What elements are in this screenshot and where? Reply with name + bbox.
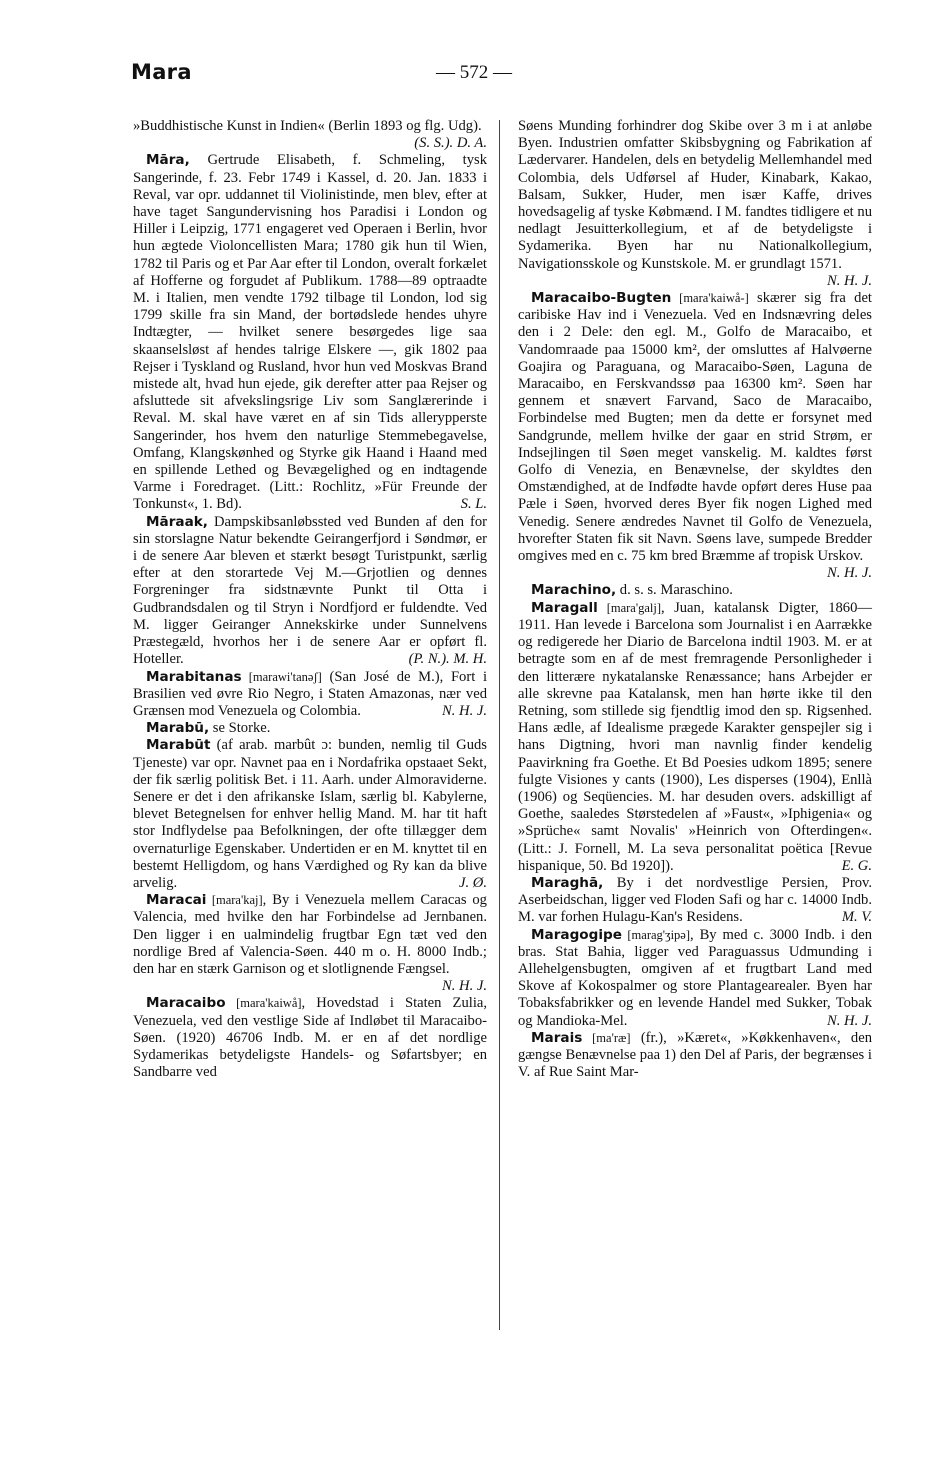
entry-text: (fr.), »Kæret«, »Køkkenhaven«, den gængse Benævnelse paa 1) den Del af Paris, der begrænses i V. af Rue Saint Mar- — [518, 1029, 872, 1081]
dictionary-entry — [133, 995, 487, 1081]
author-signature: (P. N.). M. H. — [408, 651, 487, 668]
dictionary-entry — [133, 720, 487, 737]
entry-text: d. s. s. Maraschino. — [616, 582, 733, 599]
dictionary-entry — [518, 927, 872, 1030]
entry-headword: Maracaibo — [146, 995, 226, 1012]
entry-text: , Juan, katalansk Digter, 1860—1911. Han levede i Barcelona som Journalist i en Aarrække og redigerede her Diario de Barcelona indtil 1903. M. er at betragte som en af de mest fremragende Personligheder i den litterære nykatalanske Renæssance; hans Arbejder er alle skrevne paa Katalansk, men han hørte ikke til den Retning, som stillede sig fjendtlig imod den sp. Rigsenhed. Hans ædle, af Idealisme prægede Karakter genspejler sig i hans Digtning, hvori man navnlig finder kendelig Paavirkning fra Goethe. Et Bd Poesies udkom 1895; senere fulgte Visiones y cants (1900), Les disperses (1904), Enllà (1906) og Seqüencies. M. har desuden overs. adskilligt af Goethe, saaledes Størstedelen af »Faust«, »Iphigenia« og »Sprüche« samt Novalis' »Heinrich von Ofterdingen«. (Litt.: J. Fornell, M. La seva personalitat poëtica [Revue hispanique, 50. Bd 1920]). — [518, 599, 872, 874]
entry-pronunciation: [mara'kaj] — [206, 893, 263, 908]
entry-pronunciation: [mara'galj] — [597, 600, 662, 615]
author-signature: N. H. J. — [827, 272, 872, 289]
entry-pronunciation: [ma'ræ] — [582, 1030, 631, 1045]
entry-text: , By med c. 3000 Indb. i den bras. Stat Bahia, ligger ved Paraguassus Udmunding i Allehelgensbugten, omgiven af et frugtbart Land med Skove af Kokospalmer og store Plantagearealer. Byen har Tobaksfabrikker og en levende Handel med Sukker, Tobak og Mandioka-Mel. — [518, 926, 872, 1029]
dictionary-entry — [133, 514, 487, 669]
entry-text: »Buddhistische Kunst in Indien« (Berlin 1893 og flg. Udg). — [133, 118, 482, 134]
dictionary-entry — [518, 875, 872, 927]
author-signature: E. G. — [841, 857, 872, 874]
entry-text: (af arab. marbût ɔ: bunden, nemlig til Guds Tjeneste) var opr. Navnet paa en i Nordafrika opstaaet Sekt, der fik særlig politisk Bet. i 11. Aarh. under Almoraviderne. Senere er det i den afrikanske Islam, særlig bl. Kabylerne, blevet Betegnelsen for enhver hellig Mand. M. har tit haft stor Indflydelse paa Befolkningen, der ofte tillægger dem overnaturlige Egenskaber. Undertiden er en M. knyttet til en bestemt Helligdom, og hans Værdighed og Ry kan da blive arvelig. — [133, 737, 487, 891]
entry-pronunciation: [mara'kaiwå-] — [671, 291, 749, 306]
entry-headword: Marabitanas — [146, 668, 242, 685]
page-header — [131, 58, 817, 88]
left-column — [133, 118, 487, 1081]
dictionary-entry — [518, 1030, 872, 1082]
author-signature: J. Ø. — [459, 874, 487, 891]
dictionary-entry — [133, 118, 487, 152]
right-column — [518, 118, 872, 1081]
entry-headword: Maragall — [531, 599, 598, 616]
entry-headword: Marachino, — [531, 582, 617, 599]
entry-text: Gertrude Elisabeth, f. Schmeling, tysk Sangerinde, f. 23. Febr 1749 i Kassel, d. 20. Jan. 1833 i Reval, var opr. uddannet til Violinistinde, men blev, efter at have taget Sangundervisning hos Paradisi i London og Hiller i Leipzig, 1771 engageret ved Operaen i Berlin, hvor hun ægtede Violoncellisten Mara; 1780 gik hun til Wien, 1782 til Paris og et Par Aar efter til London, overalt forkælet af Hofferne og forgudet af Publikum. 1788—89 optraadte M. i Italien, men vendte 1792 tilbage til London, lod sig 1799 skille fra sin Mand, der bortødslede hendes uhyre Indtægter, — hvilket senere besørgedes lige saa skaanselsløst af hendes talrige Elskere —, gik 1802 paa Rejser i Tyskland og Rusland, hvor hun ved Moskvas Brand mistede alt, hvad hun ejede, gik derefter atter paa Rejser og afsluttede sit afvekslingsrige Liv som Sanglærerinde i Reval. M. skal have været en af sin Tids allerypperste Sangerinder, hos hvem den naturlige Stemmebegavelse, Omfang, Klangskønhed og Styrke gik Haand i Haand med en spillende Lethed og Bevægelighed og en indtagende Varme i Foredraget. (Litt.: Rochlitz, »Für Freunde der Tonkunst«, 1. Bd). — [133, 152, 487, 513]
author-signature: N. H. J. — [827, 565, 872, 582]
dictionary-entry — [518, 600, 872, 875]
column-divider — [499, 120, 500, 1330]
entry-text: Dampskibsanløbssted ved Bunden af den for sin storslagne Natur bekendte Geirangerfjord i Søndmør, er i de senere Aar bleven et stærkt besøgt Turistpunkt, særlig efter at den storartede Vej M.—Grjotlien og dennes Forgreninger fra sidstnævnte Punkt til Otta i Gudbrandsdalen og til Stryn i Nordfjord er fuldendte. Ved M. ligger Geiranger Annekskirke under Sunnelvens Præstegæld, hvorhos her i de senere Aar er opført fl. Hoteller. — [133, 513, 487, 668]
entry-pronunciation: [marawi'tanəʃ] — [241, 669, 322, 684]
entry-text: , Hovedstad i Staten Zulia, Venezuela, ved den vestlige Side af Indløbet til Maracaibo-Søen. (1920) 46706 Indb. M. er en af det nordlige Sydamerikas betydeligste Handels- og Søfartsbyer; en Sandbarre ved — [133, 995, 488, 1081]
entry-text: Søens Munding forhindrer dog Skibe over 3 m i at anløbe Byen. Industrien omfatter Skibsbygning og Fabrikation af Lædervarer. Handelen, dels en betydelig Mellemhandel med Colombia, dels Udførsel af Huder, Kinabark, Kakao, Balsam, Sukker, Huder, men især Kaffe, drives hovedsagelig af tyske Købmænd. I M. fandtes tidligere et nu nedlagt Jesuitterkollegium, et af de betydeligste i Sydamerika. Byen har nu Nationalkollegium, Navigationsskole og Kunstskole. M. er grundlagt 1571. — [518, 118, 872, 272]
entry-headword: Maracai — [146, 892, 207, 909]
entry-text: By i det nordvestlige Persien, Prov. Aserbeidschan, ligger ved Floden Safi og har c. 14000 Indb. M. var forhen Hulagu-Kan's Residens. — [518, 874, 872, 926]
dictionary-entry — [518, 582, 872, 599]
entry-headword: Maragogipe — [531, 926, 622, 943]
author-signature: M. V. — [841, 909, 872, 926]
page-number: — 572 — — [436, 62, 512, 83]
running-head-word: Mara — [131, 60, 192, 84]
dictionary-entry — [518, 290, 872, 582]
entry-headword: Maracaibo-Bugten — [531, 290, 672, 307]
entry-pronunciation: [marag'ʒipə] — [622, 927, 691, 942]
dictionary-entry — [518, 118, 872, 290]
entry-headword: Marabūt — [146, 737, 211, 754]
dictionary-entry — [133, 892, 487, 995]
entry-text: skærer sig fra det caribiske Hav ind i Venezuela. Ved en Indsnævring deles den i 2 Dele: den egl. M., Golfo de Maracaibo, et Vandomraade paa 15000 km², der omsluttes af Halvøerne Goajira og Paraguana, og Maracaibo-Søen, Laguna de Maracaibo, en Ferskvandssø paa 16300 km². Søen har gennem et snævert Farvand, Saco de Maracaibo, Forbindelse med Bugten; men da dette er forsynet med Sandgrunde, mellem hvilke der gaar en strid Strøm, er Indsejlingen til Søen meget vanskelig. M. kaldtes først Golfo di Venezia, en Benævnelse, der skyldtes den Omstændighed, at de Indfødte havde opført deres Huse paa Pæle i Søen, hvorved deres Byer fik nogen Lighed med Venedig. Senere ændredes Navnet til Golfo de Venezuela, hvorefter Staten fik sit Navn. Søens lave, sumpede Bredder omgives med en c. 75 km bred Bræmme af tropisk Urskov. — [518, 290, 872, 565]
entry-headword: Maraghā, — [531, 874, 604, 891]
entry-text: , By i Venezuela mellem Caracas og Valencia, med hvilke den har Forbindelse ad Jernbanen. Den ligger i en ualmindelig frugtbar Egn tæt ved den nordlige Bred af Valencia-Søen. 440 m o. H. 8000 Indb.; den har en stærk Garnison og et slotlignende Fængsel. — [133, 892, 487, 977]
dictionary-entry — [133, 152, 487, 513]
entry-headword: Māraak, — [146, 513, 208, 530]
entry-headword: Marabū, — [146, 720, 210, 737]
dictionary-entry — [133, 669, 487, 721]
entry-headword: Marais — [531, 1029, 583, 1046]
author-signature: N. H. J. — [442, 978, 487, 995]
entry-text: se Storke. — [209, 720, 271, 737]
author-signature: S. L. — [460, 496, 487, 513]
author-signature: N. H. J. — [442, 702, 487, 719]
entry-text: (San José de M.), Fort i Brasilien ved øvre Rio Negro, i Staten Amazonas, nær ved Grænsen mod Venezuela og Colombia. — [133, 668, 487, 719]
author-signature: (S. S.). D. A. — [414, 135, 487, 152]
author-signature: N. H. J. — [827, 1012, 872, 1029]
entry-pronunciation: [mara'kaiwå] — [225, 996, 302, 1011]
entry-headword: Māra, — [146, 152, 190, 169]
dictionary-entry — [133, 737, 487, 892]
